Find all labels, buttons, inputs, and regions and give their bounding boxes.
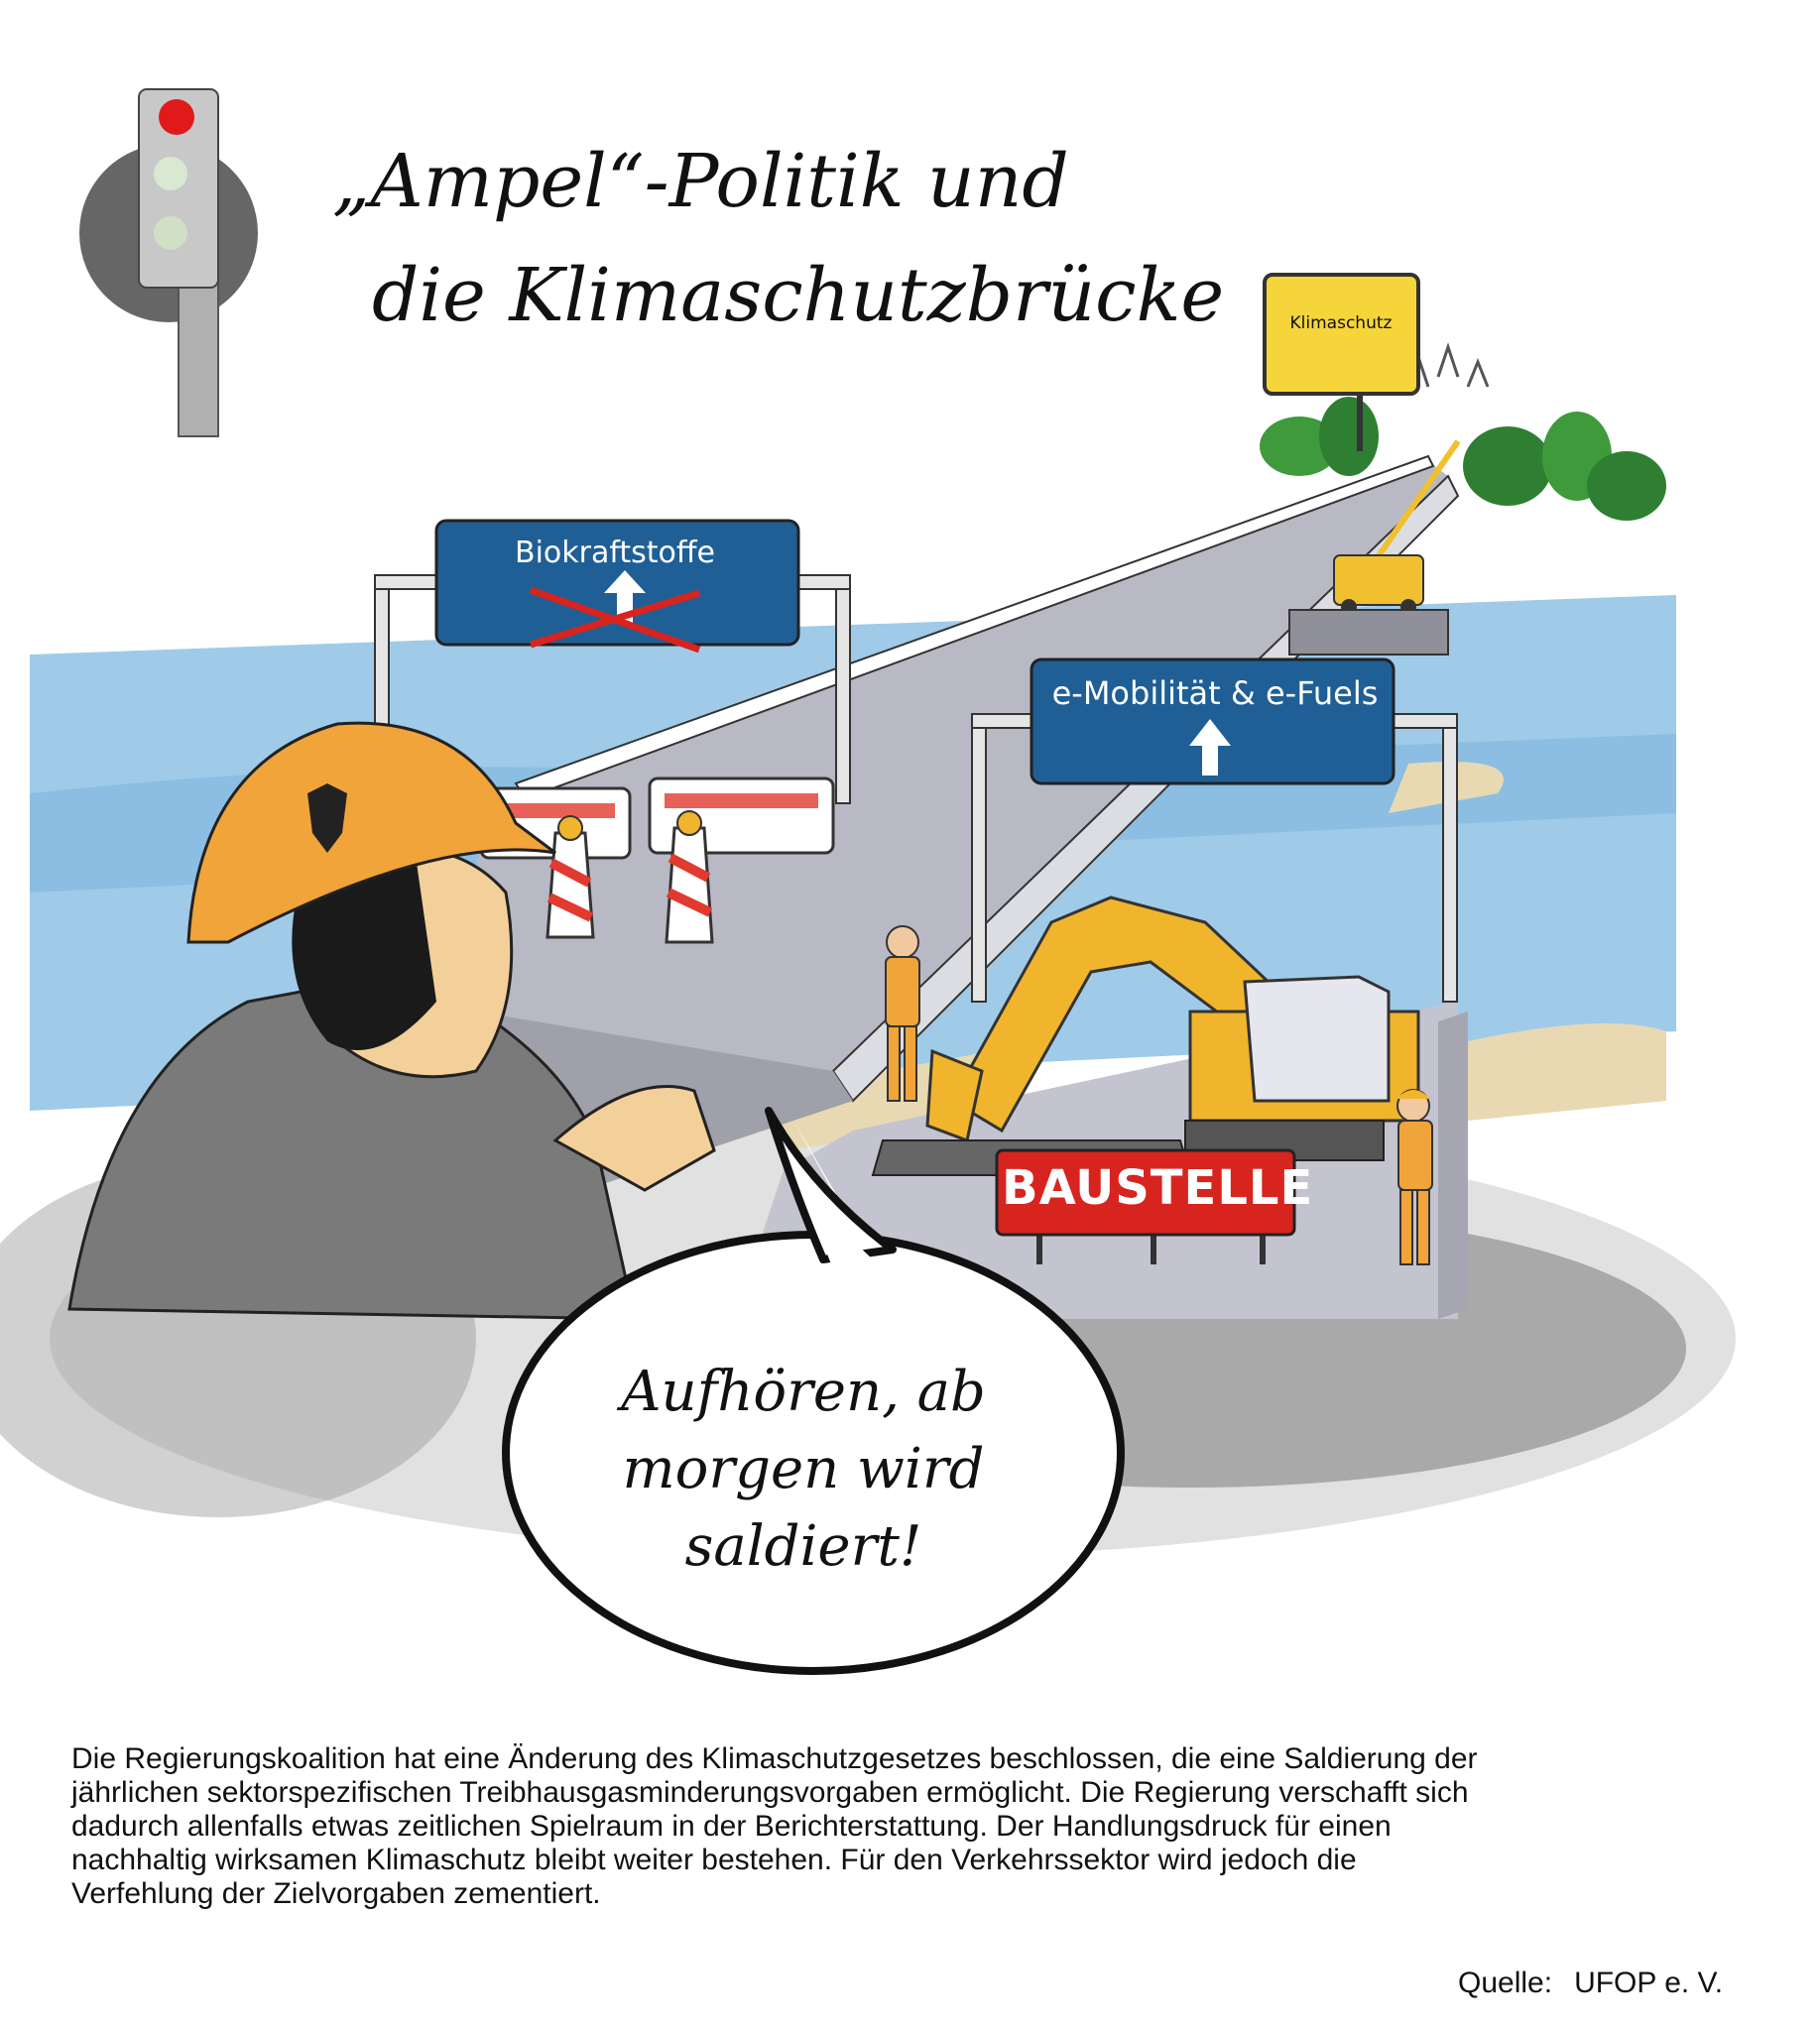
speech-bubble-text bbox=[585, 1354, 1022, 1586]
sign-baustelle-label: BAUSTELLE bbox=[1002, 1160, 1314, 1216]
source-value: UFOP e. V. bbox=[1574, 1967, 1724, 1999]
source-credit bbox=[1458, 1967, 1745, 2000]
sign-emobilitaet-label: e-Mobilität & e-Fuels bbox=[1051, 674, 1379, 712]
source-label: Quelle: bbox=[1458, 1967, 1553, 1999]
speech-line: morgen wird bbox=[622, 1437, 985, 1501]
caption-text: Die Regierungskoalition hat eine Änderung des Klimaschutzgesetzes beschlossen, die eine Saldierung der jährlichen sektorspezifischen Treibhausgasminderungsvorgaben ermöglicht. Die Regierung verschafft sich dadurch allenfalls etwas zeitlichen Spielraum in der Berichterstattung. Der Handlungsdruck für einen nachhaltig wirksamen Klimaschutz bleibt weiter bestehen. Für den Verkehrssektor wird jedoch die Verfehlung der Zielvorgaben zementiert. bbox=[71, 1742, 1478, 1910]
title-line-2: die Klimaschutzbrücke bbox=[372, 253, 1225, 338]
traffic-light-icon bbox=[79, 89, 258, 436]
sign-klimaschutz-label: Klimaschutz bbox=[1289, 313, 1393, 333]
sign-biokraftstoffe-label: Biokraftstoffe bbox=[514, 536, 716, 570]
title-line-1: „Ampel“-Politik und bbox=[332, 139, 1069, 224]
speech-line: Aufhören, ab bbox=[621, 1360, 986, 1424]
speech-line: saldiert! bbox=[684, 1514, 922, 1579]
